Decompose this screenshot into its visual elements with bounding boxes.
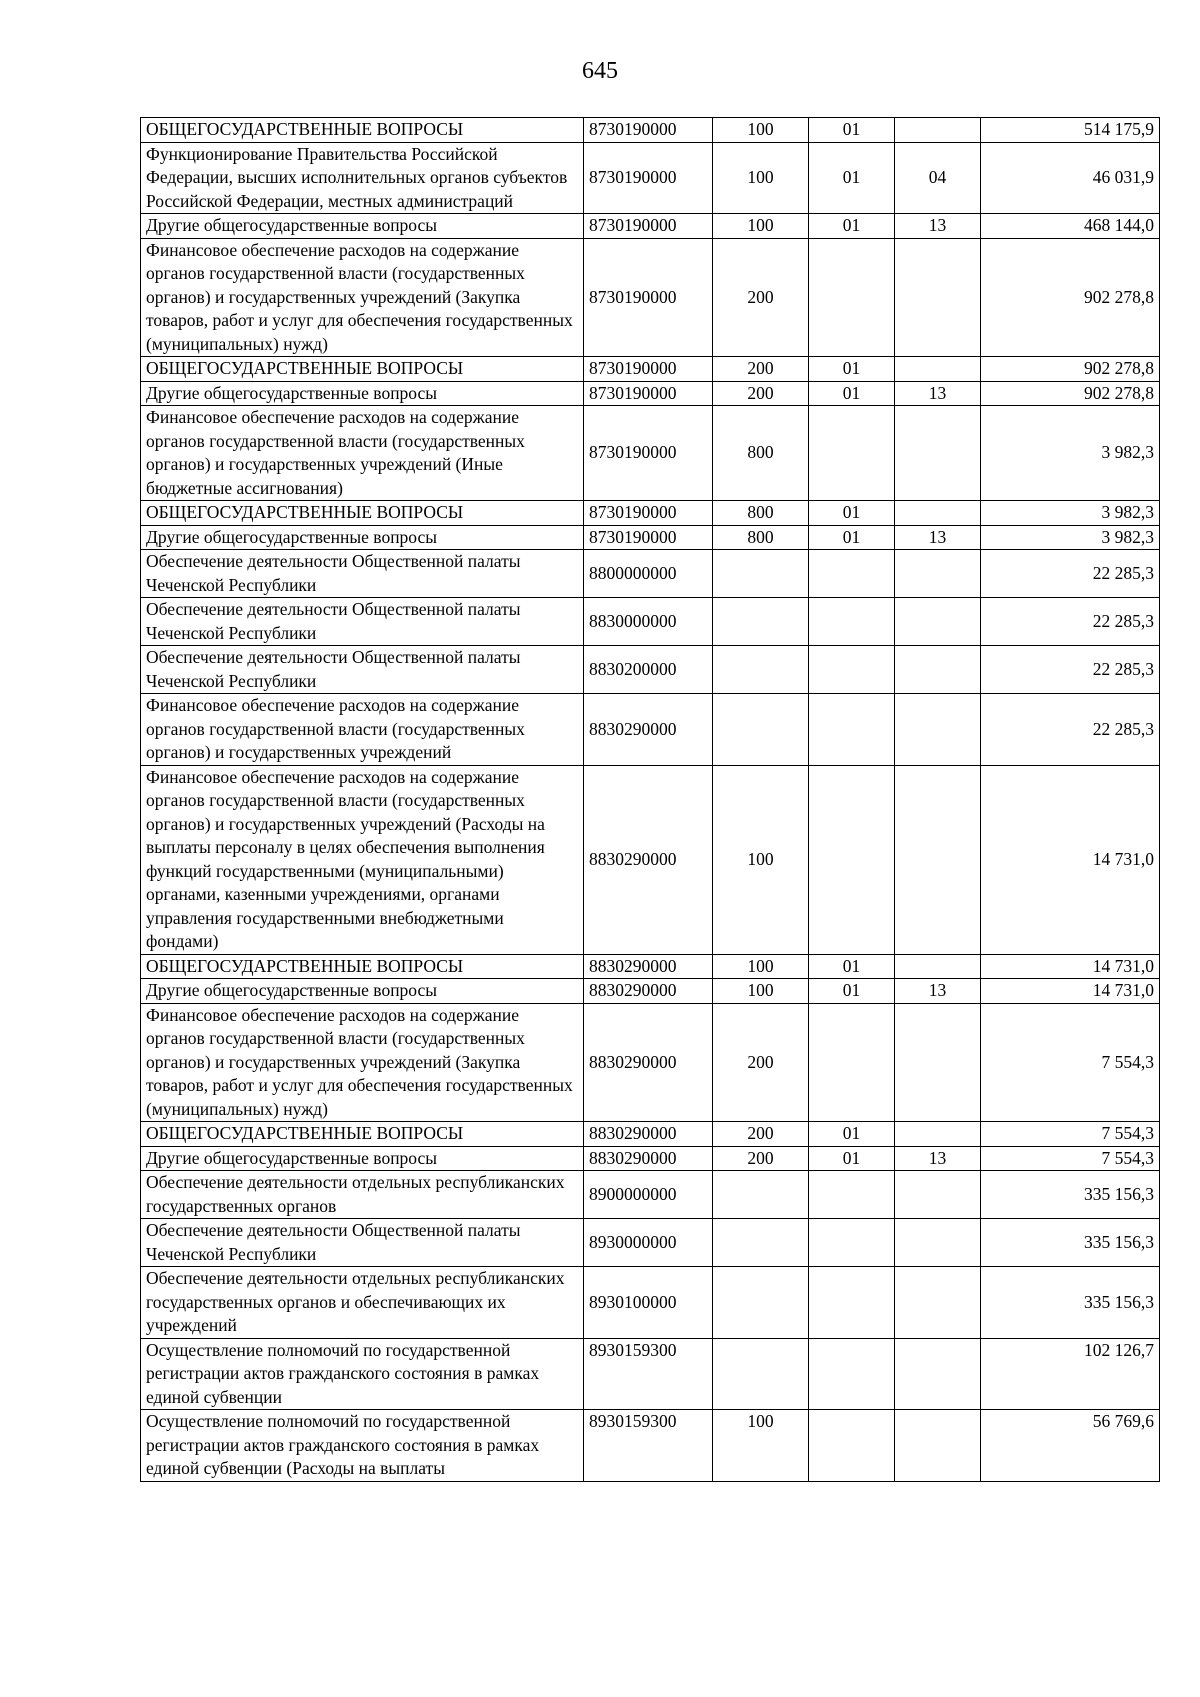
- row-expense-type-cell: [713, 1267, 809, 1339]
- table-row: [141, 1267, 1160, 1339]
- row-expense-type-cell: 800: [713, 525, 809, 550]
- row-name-cell: ОБЩЕГОСУДАРСТВЕННЫЕ ВОПРОСЫ: [141, 501, 584, 526]
- table-row: [141, 525, 1160, 550]
- row-expense-type-cell: 200: [713, 1003, 809, 1122]
- row-expense-type-cell: 800: [713, 406, 809, 501]
- row-code-cell: 8830290000: [584, 765, 713, 954]
- table-row: [141, 357, 1160, 382]
- table-row: [141, 142, 1160, 214]
- row-expense-type-cell: [713, 598, 809, 646]
- row-code-cell: 8800000000: [584, 550, 713, 598]
- table-row: [141, 238, 1160, 357]
- row-name-cell: Другие общегосударственные вопросы: [141, 214, 584, 239]
- row-code-cell: 8830290000: [584, 1122, 713, 1147]
- row-section-cell: 01: [809, 1122, 895, 1147]
- table-row: [141, 765, 1160, 954]
- row-amount-cell: 335 156,3: [981, 1219, 1160, 1267]
- row-amount-cell: 22 285,3: [981, 694, 1160, 766]
- row-amount-cell: 7 554,3: [981, 1146, 1160, 1171]
- row-amount-cell: 3 982,3: [981, 525, 1160, 550]
- row-subsection-cell: 13: [895, 381, 981, 406]
- table-row: [141, 694, 1160, 766]
- row-expense-type-cell: 200: [713, 1146, 809, 1171]
- table-row: [141, 598, 1160, 646]
- row-name-cell: Другие общегосударственные вопросы: [141, 979, 584, 1004]
- row-code-cell: 8730190000: [584, 142, 713, 214]
- row-section-cell: [809, 238, 895, 357]
- row-code-cell: 8730190000: [584, 381, 713, 406]
- row-code-cell: 8930100000: [584, 1267, 713, 1339]
- row-amount-cell: 902 278,8: [981, 357, 1160, 382]
- row-amount-cell: 902 278,8: [981, 238, 1160, 357]
- row-section-cell: [809, 550, 895, 598]
- row-name-cell: Обеспечение деятельности Общественной палаты Чеченской Республики: [141, 550, 584, 598]
- row-section-cell: 01: [809, 381, 895, 406]
- row-subsection-cell: [895, 357, 981, 382]
- row-section-cell: 01: [809, 118, 895, 143]
- page-number: 645: [582, 58, 618, 84]
- table-row: [141, 1146, 1160, 1171]
- row-subsection-cell: [895, 118, 981, 143]
- row-code-cell: 8730190000: [584, 118, 713, 143]
- row-expense-type-cell: [713, 1219, 809, 1267]
- row-name-cell: Обеспечение деятельности отдельных республиканских государственных органов и обеспечивающих их учреждений: [141, 1267, 584, 1339]
- row-expense-type-cell: 100: [713, 765, 809, 954]
- row-name-cell: Обеспечение деятельности Общественной палаты Чеченской Республики: [141, 646, 584, 694]
- row-amount-cell: 102 126,7: [981, 1338, 1160, 1410]
- row-code-cell: 8930159300: [584, 1410, 713, 1482]
- table-row: [141, 501, 1160, 526]
- row-code-cell: 8900000000: [584, 1171, 713, 1219]
- row-section-cell: 01: [809, 1146, 895, 1171]
- row-expense-type-cell: 100: [713, 1410, 809, 1482]
- row-expense-type-cell: 200: [713, 238, 809, 357]
- row-code-cell: 8830290000: [584, 1146, 713, 1171]
- row-name-cell: Осуществление полномочий по государственной регистрации актов гражданского состояния в рамках единой субвенции: [141, 1338, 584, 1410]
- row-section-cell: [809, 406, 895, 501]
- row-code-cell: 8930159300: [584, 1338, 713, 1410]
- row-name-cell: ОБЩЕГОСУДАРСТВЕННЫЕ ВОПРОСЫ: [141, 118, 584, 143]
- table-row: [141, 1219, 1160, 1267]
- row-name-cell: Финансовое обеспечение расходов на содержание органов государственной власти (государственных органов) и государственных учреждений (Расходы на выплаты персоналу в целях обеспечения выполнения функций государственными (муниципальными) органами, казенными учреждениями, органами управления государственными внебюджетными фондами): [141, 765, 584, 954]
- budget-table-body: [141, 118, 1160, 1482]
- row-subsection-cell: [895, 765, 981, 954]
- row-amount-cell: 14 731,0: [981, 765, 1160, 954]
- row-expense-type-cell: [713, 1171, 809, 1219]
- row-subsection-cell: [895, 1338, 981, 1410]
- row-amount-cell: 3 982,3: [981, 406, 1160, 501]
- row-subsection-cell: [895, 501, 981, 526]
- row-section-cell: 01: [809, 357, 895, 382]
- row-section-cell: [809, 598, 895, 646]
- table-row: [141, 550, 1160, 598]
- row-section-cell: [809, 1267, 895, 1339]
- row-name-cell: ОБЩЕГОСУДАРСТВЕННЫЕ ВОПРОСЫ: [141, 1122, 584, 1147]
- row-amount-cell: 3 982,3: [981, 501, 1160, 526]
- row-subsection-cell: 13: [895, 979, 981, 1004]
- row-subsection-cell: [895, 646, 981, 694]
- row-amount-cell: 14 731,0: [981, 954, 1160, 979]
- row-section-cell: [809, 694, 895, 766]
- row-subsection-cell: 13: [895, 1146, 981, 1171]
- row-name-cell: Другие общегосударственные вопросы: [141, 381, 584, 406]
- budget-table: [140, 117, 1160, 1482]
- row-subsection-cell: [895, 1171, 981, 1219]
- row-expense-type-cell: 100: [713, 118, 809, 143]
- row-amount-cell: 7 554,3: [981, 1122, 1160, 1147]
- row-amount-cell: 14 731,0: [981, 979, 1160, 1004]
- row-expense-type-cell: 100: [713, 979, 809, 1004]
- row-expense-type-cell: 100: [713, 142, 809, 214]
- row-code-cell: 8730190000: [584, 406, 713, 501]
- row-amount-cell: 22 285,3: [981, 550, 1160, 598]
- row-name-cell: Обеспечение деятельности Общественной палаты Чеченской Республики: [141, 598, 584, 646]
- row-subsection-cell: [895, 550, 981, 598]
- row-name-cell: Финансовое обеспечение расходов на содержание органов государственной власти (государственных органов) и государственных учреждений: [141, 694, 584, 766]
- table-row: [141, 118, 1160, 143]
- row-subsection-cell: 13: [895, 525, 981, 550]
- row-section-cell: 01: [809, 954, 895, 979]
- row-expense-type-cell: 100: [713, 954, 809, 979]
- row-name-cell: Другие общегосударственные вопросы: [141, 525, 584, 550]
- row-name-cell: ОБЩЕГОСУДАРСТВЕННЫЕ ВОПРОСЫ: [141, 357, 584, 382]
- row-name-cell: Другие общегосударственные вопросы: [141, 1146, 584, 1171]
- row-subsection-cell: [895, 238, 981, 357]
- row-section-cell: 01: [809, 214, 895, 239]
- table-row: [141, 1171, 1160, 1219]
- table-row: [141, 1410, 1160, 1482]
- table-row: [141, 406, 1160, 501]
- table-row: [141, 954, 1160, 979]
- row-expense-type-cell: 200: [713, 381, 809, 406]
- table-row: [141, 381, 1160, 406]
- row-name-cell: ОБЩЕГОСУДАРСТВЕННЫЕ ВОПРОСЫ: [141, 954, 584, 979]
- row-section-cell: 01: [809, 979, 895, 1004]
- row-section-cell: [809, 1219, 895, 1267]
- row-code-cell: 8830200000: [584, 646, 713, 694]
- row-amount-cell: 22 285,3: [981, 646, 1160, 694]
- row-section-cell: [809, 1410, 895, 1482]
- row-code-cell: 8730190000: [584, 501, 713, 526]
- row-name-cell: Обеспечение деятельности отдельных республиканских государственных органов: [141, 1171, 584, 1219]
- row-expense-type-cell: [713, 694, 809, 766]
- row-name-cell: Осуществление полномочий по государственной регистрации актов гражданского состояния в рамках единой субвенции (Расходы на выплаты: [141, 1410, 584, 1482]
- row-subsection-cell: [895, 1219, 981, 1267]
- row-subsection-cell: 13: [895, 214, 981, 239]
- row-subsection-cell: [895, 1122, 981, 1147]
- row-subsection-cell: [895, 598, 981, 646]
- row-expense-type-cell: 200: [713, 1122, 809, 1147]
- row-amount-cell: 56 769,6: [981, 1410, 1160, 1482]
- row-code-cell: 8730190000: [584, 525, 713, 550]
- row-subsection-cell: [895, 406, 981, 501]
- row-code-cell: 8830290000: [584, 1003, 713, 1122]
- row-amount-cell: 335 156,3: [981, 1171, 1160, 1219]
- row-section-cell: [809, 646, 895, 694]
- row-expense-type-cell: 100: [713, 214, 809, 239]
- row-amount-cell: 46 031,9: [981, 142, 1160, 214]
- row-expense-type-cell: 200: [713, 357, 809, 382]
- row-amount-cell: 514 175,9: [981, 118, 1160, 143]
- row-section-cell: [809, 1003, 895, 1122]
- row-section-cell: [809, 1338, 895, 1410]
- row-amount-cell: 22 285,3: [981, 598, 1160, 646]
- table-row: [141, 1122, 1160, 1147]
- table-row: [141, 979, 1160, 1004]
- row-code-cell: 8730190000: [584, 238, 713, 357]
- row-subsection-cell: [895, 1410, 981, 1482]
- row-name-cell: Функционирование Правительства Российской Федерации, высших исполнительных органов субъектов Российской Федерации, местных администраций: [141, 142, 584, 214]
- row-name-cell: Финансовое обеспечение расходов на содержание органов государственной власти (государственных органов) и государственных учреждений (Закупка товаров, работ и услуг для обеспечения государственных (муниципальных) нужд): [141, 238, 584, 357]
- row-subsection-cell: [895, 694, 981, 766]
- row-section-cell: 01: [809, 525, 895, 550]
- row-code-cell: 8930000000: [584, 1219, 713, 1267]
- row-name-cell: Финансовое обеспечение расходов на содержание органов государственной власти (государственных органов) и государственных учреждений (Закупка товаров, работ и услуг для обеспечения государственных (муниципальных) нужд): [141, 1003, 584, 1122]
- row-section-cell: 01: [809, 142, 895, 214]
- table-row: [141, 1338, 1160, 1410]
- row-expense-type-cell: [713, 1338, 809, 1410]
- row-code-cell: 8830290000: [584, 979, 713, 1004]
- row-subsection-cell: [895, 954, 981, 979]
- row-expense-type-cell: [713, 646, 809, 694]
- row-code-cell: 8730190000: [584, 357, 713, 382]
- row-code-cell: 8830000000: [584, 598, 713, 646]
- row-subsection-cell: [895, 1003, 981, 1122]
- row-code-cell: 8830290000: [584, 694, 713, 766]
- row-section-cell: 01: [809, 501, 895, 526]
- row-subsection-cell: 04: [895, 142, 981, 214]
- row-amount-cell: 468 144,0: [981, 214, 1160, 239]
- row-code-cell: 8830290000: [584, 954, 713, 979]
- table-row: [141, 1003, 1160, 1122]
- row-section-cell: [809, 765, 895, 954]
- table-row: [141, 646, 1160, 694]
- row-amount-cell: 7 554,3: [981, 1003, 1160, 1122]
- row-code-cell: 8730190000: [584, 214, 713, 239]
- row-name-cell: Обеспечение деятельности Общественной палаты Чеченской Республики: [141, 1219, 584, 1267]
- row-amount-cell: 902 278,8: [981, 381, 1160, 406]
- row-expense-type-cell: [713, 550, 809, 598]
- row-section-cell: [809, 1171, 895, 1219]
- row-expense-type-cell: 800: [713, 501, 809, 526]
- table-row: [141, 214, 1160, 239]
- row-subsection-cell: [895, 1267, 981, 1339]
- row-amount-cell: 335 156,3: [981, 1267, 1160, 1339]
- row-name-cell: Финансовое обеспечение расходов на содержание органов государственной власти (государственных органов) и государственных учреждений (Иные бюджетные ассигнования): [141, 406, 584, 501]
